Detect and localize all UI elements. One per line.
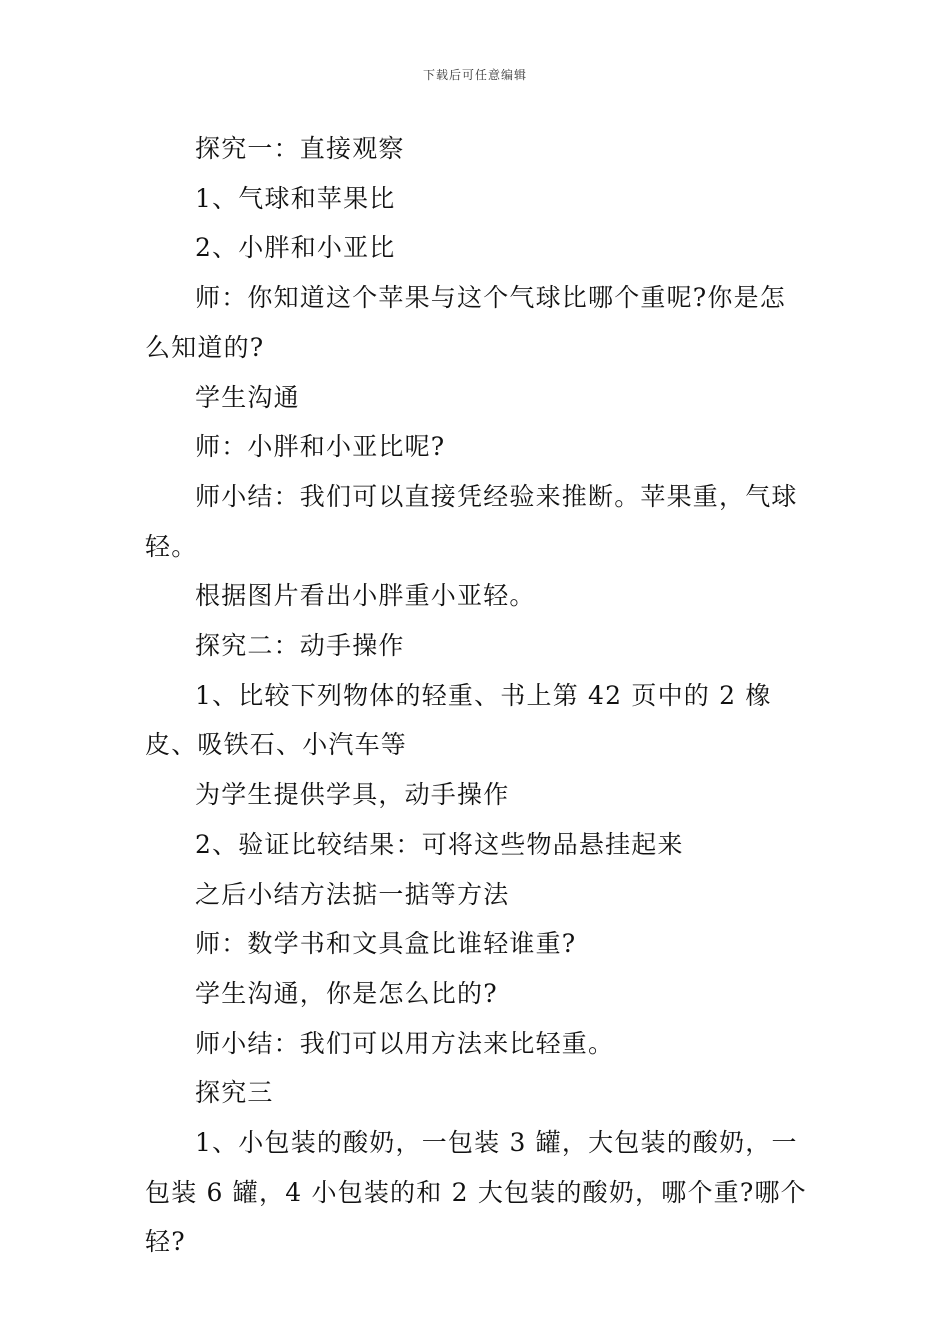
section-heading-explore-1: 探究一：直接观察 [195, 134, 405, 163]
paragraph: 2、验证比较结果：可将这些物品悬挂起来 [195, 829, 684, 859]
paragraph: 师小结：我们可以用方法来比轻重。 [195, 1028, 615, 1058]
paragraph: 师：小胖和小亚比呢? [195, 432, 446, 462]
paragraph: 师：数学书和文具盒比谁轻谁重? [195, 929, 577, 959]
paragraph: 学生沟通，你是怎么比的? [195, 978, 498, 1008]
document-body [145, 124, 810, 1267]
section-heading-explore-2: 探究二：动手操作 [195, 631, 405, 661]
paragraph: 根据图片看出小胖重小亚轻。 [195, 581, 536, 611]
paragraph: 学生沟通 [195, 382, 300, 412]
paragraph: 为学生提供学具，动手操作 [195, 780, 510, 810]
paragraph: 1、气球和苹果比 [195, 183, 396, 213]
paragraph: 1、小包装的酸奶，一包装 3 罐，大包装的酸奶，一包装 6 罐，4 小包装的和 2 大包装的酸奶，哪个重?哪个轻? [145, 1128, 807, 1257]
paragraph: 1、比较下列物体的轻重、书上第 42 页中的 2 橡皮、吸铁石、小汽车等 [145, 680, 772, 760]
paragraph: 2、小胖和小亚比 [195, 233, 396, 263]
page-header-note: 下载后可任意编辑 [422, 68, 527, 82]
section-heading-explore-3: 探究三 [195, 1078, 274, 1108]
paragraph: 之后小结方法掂一掂等方法 [195, 879, 510, 909]
paragraph: 师：你知道这个苹果与这个气球比哪个重呢?你是怎么知道的? [145, 283, 787, 362]
paragraph: 师小结：我们可以直接凭经验来推断。苹果重，气球轻。 [145, 481, 798, 561]
